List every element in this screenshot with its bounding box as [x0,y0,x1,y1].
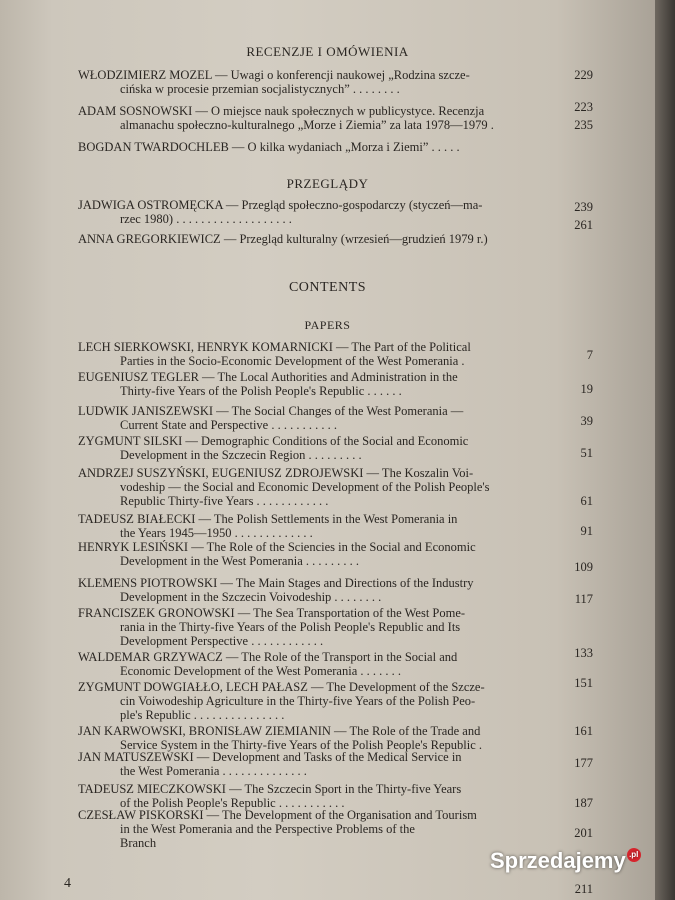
toc-entry [78,434,583,462]
toc-entry [78,680,583,722]
entry-line: Development in the West Pomerania . . . . . . . . . [120,554,359,568]
page-number: 229 [574,68,593,82]
page-number: 223 [574,100,593,114]
entry-line: JAN MATUSZEWSKI — Development and Tasks of the Medical Service in [78,750,462,764]
watermark-badge: .pl [627,848,641,862]
page-number: 109 [574,560,593,574]
toc-entry [78,232,583,246]
page-number: 161 [574,724,593,738]
entry-line: rzec 1980) . . . . . . . . . . . . . . . . . . . [120,212,292,226]
toc-entry [78,104,583,132]
entry-line: Branch [120,836,157,850]
entry-line: vodeship — the Social and Economic Development of the Polish People's [120,480,490,494]
page-number: 133 [574,646,593,660]
toc-entry [78,782,583,810]
page-number: 39 [580,414,593,428]
toc-entry [78,576,583,604]
entry-line: ZYGMUNT SILSKI — Demographic Conditions of the Social and Economic [78,434,469,448]
page-number: 211 [574,882,593,896]
toc-entry [78,140,583,154]
entry-line: Development in the Szczecin Voivodeship . . . . . . . . [120,590,382,604]
entry-line: ADAM SOSNOWSKI — O miejsce nauk społecznych w publicystyce. Recenzja [78,104,485,118]
page-number: 19 [580,382,593,396]
entry-line: Development Perspective . . . . . . . . . . . . [120,634,324,648]
section-heading-recenzje: RECENZJE I OMÓWIENIA [246,44,409,59]
entry-line: EUGENIUSZ TEGLER — The Local Authorities and Administration in the [78,370,458,384]
entry-line: ANDRZEJ SUSZYŃSKI, EUGENIUSZ ZDROJEWSKI — The Koszalin Voi- [78,466,474,480]
page-number: 177 [574,756,593,770]
entry-line: Development in the Szczecin Region . . . . . . . . . [120,448,362,462]
entry-line: WŁODZIMIERZ MOZEL — Uwagi o konferencji naukowej „Rodzina szcze- [78,68,470,82]
entry-line: BOGDAN TWARDOCHLEB — O kilka wydaniach „Morza i Ziemi” . . . . . [78,140,460,154]
toc-entry [78,466,583,508]
entry-line: Thirty-five Years of the Polish People's Republic . . . . . . [120,384,402,398]
page-number: 261 [574,218,593,232]
page-number: 91 [580,524,593,538]
entry-line: HENRYK LESIŃSKI — The Role of the Sciencies in the Social and Economic [78,540,476,554]
page-number: 187 [574,796,593,810]
entry-line: rania in the Thirty-five Years of the Polish People's Republic and Its [120,620,461,634]
entry-line: of the Polish People's Republic . . . . . . . . . . . [120,796,345,810]
page-number: 201 [574,826,593,840]
papers-subheading: PAPERS [304,318,351,332]
entry-line: ANNA GREGORKIEWICZ — Przegląd kulturalny (wrzesień—grudzień 1979 r.) [78,232,488,246]
entry-line: cińska w procesie przemian socjalistycznych” . . . . . . . . [120,82,400,96]
entry-line: Service System in the Thirty-five Years of the Polish People's Republic . [120,738,483,752]
entry-line: almanachu społeczno-kulturalnego „Morze i Ziemia” za lata 1978—1979 . [120,118,494,132]
toc-entry [78,540,583,568]
entry-line: ZYGMUNT DOWGIAŁŁO, LECH PAŁASZ — The Development of the Szcze- [78,680,485,694]
entry-line: cin Voiwodeship Agriculture in the Thirty-five Years of the Polish Peo- [120,694,476,708]
entry-line: in the West Pomerania and the Perspective Problems of the [120,822,415,836]
toc-entry [78,370,583,398]
toc-entry [78,198,583,226]
entry-line: FRANCISZEK GRONOWSKI — The Sea Transportation of the West Pome- [78,606,466,620]
entry-line: Current State and Perspective . . . . . . . . . . . [120,418,337,432]
entry-line: the West Pomerania . . . . . . . . . . . . . . [120,764,307,778]
entry-line: CZESŁAW PISKORSKI — The Development of the Organisation and Tourism [78,808,477,822]
toc-entry [78,404,583,432]
page-number: 239 [574,200,593,214]
watermark-text: Sprzedajemy [490,848,626,873]
entry-line: ple's Republic . . . . . . . . . . . . . . . [120,708,285,722]
toc-entry [78,750,583,778]
entry-line: JAN KARWOWSKI, BRONISŁAW ZIEMIANIN — The Role of the Trade and [78,724,481,738]
page-number: 7 [586,348,593,362]
page-number: 151 [574,676,593,690]
page-number: 61 [580,494,593,508]
entry-line: Economic Development of the West Pomerania . . . . . . . [120,664,401,678]
toc-entry [78,340,583,368]
contents-heading: CONTENTS [288,280,367,295]
page-folio: 4 [64,876,71,891]
page-number: 235 [574,118,593,132]
entry-line: TADEUSZ BIAŁECKI — The Polish Settlements in the West Pomerania in [78,512,458,526]
watermark-logo [490,848,641,874]
page-number: 51 [580,446,593,460]
section-heading-przeglady: PRZEGLĄDY [286,176,369,191]
toc-entry [78,650,583,678]
entry-line: LUDWIK JANISZEWSKI — The Social Changes of the West Pomerania — [78,404,464,418]
entry-line: WALDEMAR GRZYWACZ — The Role of the Transport in the Social and [78,650,458,664]
entry-line: KLEMENS PIOTROWSKI — The Main Stages and Directions of the Industry [78,576,474,590]
entry-line: Republic Thirty-five Years . . . . . . . . . . . . [120,494,329,508]
toc-entry [78,724,583,752]
toc-entry [78,808,583,850]
entry-line: Parties in the Socio-Economic Development of the West Pomerania . [120,354,465,368]
book-spine [655,0,675,900]
entry-line: TADEUSZ MIECZKOWSKI — The Szczecin Sport in the Thirty-five Years [78,782,462,796]
page-number: 117 [574,592,593,606]
entry-line: JADWIGA OSTROMĘCKA — Przegląd społeczno-gospodarczy (styczeń—ma- [78,198,483,212]
toc-entry [78,512,583,540]
entry-line: the Years 1945—1950 . . . . . . . . . . . . . [120,526,313,540]
entry-line: LECH SIERKOWSKI, HENRYK KOMARNICKI — The Part of the Political [78,340,471,354]
toc-entry [78,606,583,648]
toc-entry [78,68,583,96]
